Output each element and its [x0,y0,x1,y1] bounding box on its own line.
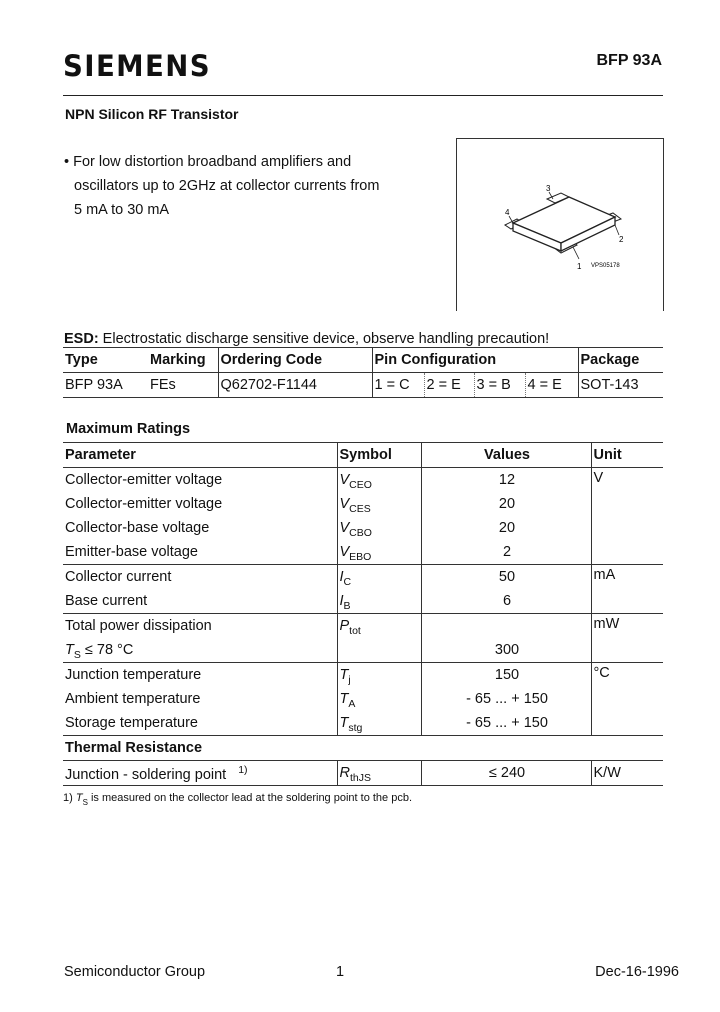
cell-value: 150 [421,663,591,688]
table-row [63,468,663,493]
cell-value: - 65 ... + 150 [421,711,591,736]
cell-symbol: $I_C$ [337,565,421,590]
col-pin-config: Pin Configuration [372,348,578,373]
cell-parameter: Collector current [65,569,172,585]
cell-symbol: $V_{CBO}$ [337,516,421,540]
cell-unit: mA [591,565,663,614]
cell-symbol: $T_{stg}$ [337,711,421,736]
cell-type: BFP 93A [65,377,123,393]
table-row [63,589,663,614]
cell-value: 12 [421,468,591,493]
max-ratings-table [63,442,663,786]
col-symbol: Symbol [337,443,421,468]
esd-notice [64,331,549,347]
cell-value: 300 [421,638,591,663]
cell-marking: FEs [150,377,176,393]
table-row [63,540,663,565]
cell-parameter: Collector-emitter voltage [65,496,223,512]
footnote: 1) $T_S$ is measured on the collector lead at the soldering point to the pcb. [63,792,413,807]
cell-parameter: Base current [65,593,148,609]
cell-value: ≤ 240 [421,761,591,786]
part-number: BFP 93A [596,52,662,69]
col-type: Type [65,352,98,368]
package-drawing [456,138,664,311]
cell-value [421,614,591,639]
thermal-title-row [63,736,663,761]
col-marking: Marking [150,352,206,368]
col-values: Values [421,443,591,468]
cell-unit: °C [591,663,663,736]
cell-parameter: Collector-emitter voltage [65,472,223,488]
table-row [63,565,663,590]
esd-label: ESD: [64,331,99,347]
table-row [63,663,663,688]
cell-pin-3: 3 = B [474,373,525,398]
cell-parameter: Emitter-base voltage [65,544,198,560]
feature-list [64,150,379,222]
sot143-package-image [457,139,663,311]
cell-symbol: $T_j$ [337,663,421,688]
cell-pin-1: 1 = C [372,373,424,398]
cell-ordering-code: Q62702-F1144 [218,373,372,398]
esd-text: Electrostatic discharge sensitive device, observe handling precaution! [98,331,550,347]
cell-pin-4: 4 = E [525,373,578,398]
feature-line: • For low distortion broadband amplifiers and [64,154,352,170]
footer-date: Dec-16-1996 [595,964,679,980]
col-unit: Unit [591,443,663,468]
table-row [63,711,663,736]
cell-parameter: Collector-base voltage [65,520,210,536]
table-row [63,638,663,663]
cell-value: 20 [421,516,591,540]
ordering-table [63,347,663,398]
cell-unit: V [591,468,663,565]
cell-parameter: Junction - soldering point $^{1)}$ [65,763,248,783]
cell-value: 50 [421,565,591,590]
cell-package: SOT-143 [578,373,663,398]
ordering-row [63,373,663,398]
cell-parameter: $T_S \le 78$ °C [65,642,134,661]
cell-symbol: $R_{thJS}$ [337,761,421,786]
pin-label: 3 [546,184,551,193]
col-ordering-code: Ordering Code [218,348,372,373]
cell-value: - 65 ... + 150 [421,687,591,711]
max-ratings-title: Maximum Ratings [66,421,191,437]
cell-value: 20 [421,492,591,516]
cell-parameter: Total power dissipation [65,618,212,634]
cell-unit: mW [591,614,663,663]
cell-parameter: Storage temperature [65,715,198,731]
table-row [63,492,663,516]
table-row [63,687,663,711]
cell-symbol: $P_{tot}$ [337,614,421,639]
cell-parameter: Junction temperature [65,667,202,683]
col-package: Package [578,348,663,373]
footer-page-number: 1 [336,964,345,980]
header-divider [63,95,663,96]
pin-label: 4 [505,208,510,217]
table-row [63,516,663,540]
col-parameter: Parameter [65,447,136,463]
cell-symbol: $V_{CEO}$ [337,468,421,493]
table-row [63,761,663,786]
footer-publisher: Semiconductor Group [64,964,206,980]
ratings-header-row [63,443,663,468]
cell-symbol: $V_{CES}$ [337,492,421,516]
package-code: VPS05178 [591,263,620,269]
cell-unit: K/W [591,761,663,786]
page-subtitle: NPN Silicon RF Transistor [65,106,239,122]
cell-parameter: Ambient temperature [65,691,201,707]
ordering-header-row [63,348,663,373]
cell-pin-2: 2 = E [424,373,474,398]
cell-value: 6 [421,589,591,614]
table-row [63,614,663,639]
thermal-title: Thermal Resistance [65,740,203,756]
cell-symbol: $V_{EBO}$ [337,540,421,565]
pin-label: 2 [619,235,624,244]
cell-symbol: $T_A$ [337,687,421,711]
cell-value: 2 [421,540,591,565]
feature-line: 5 mA to 30 mA [74,202,170,218]
pin-label: 1 [577,262,582,271]
cell-symbol [337,638,421,663]
feature-line: oscillators up to 2GHz at collector currents from [74,178,380,194]
cell-symbol: $I_B$ [337,589,421,614]
siemens-logo: SIEMENS [63,49,212,83]
